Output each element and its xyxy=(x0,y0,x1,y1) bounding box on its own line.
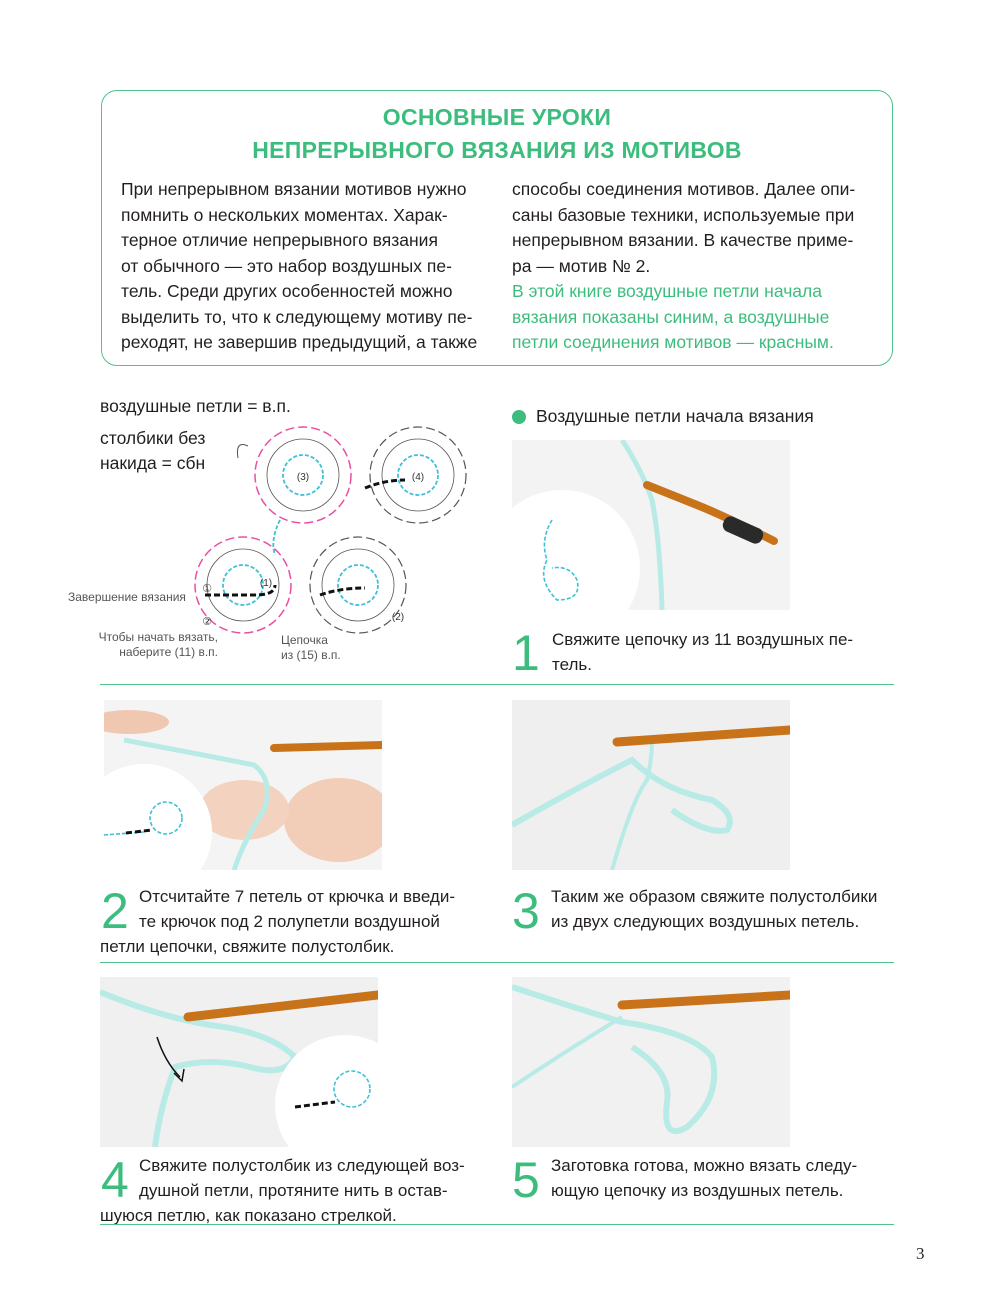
step-text-line: тель. xyxy=(552,655,592,674)
intro-note-line: В этой книге воздушные петли начала xyxy=(512,281,822,301)
finish-label: Завершение вязания xyxy=(68,590,186,604)
intro-text-line: саны базовые техники, используемые при xyxy=(512,204,855,225)
legend-pointer xyxy=(237,445,248,459)
step-2-text xyxy=(100,884,479,959)
intro-text-line: терное отличие непрерывного вязания xyxy=(121,230,438,250)
legend-sc-1: столбики без xyxy=(100,428,206,448)
chain-label-line: Цепочка xyxy=(281,633,328,647)
step-number: 3 xyxy=(512,883,540,939)
start-label-line: Чтобы начать вязать, xyxy=(98,630,218,644)
step-text-line: Заготовка готова, можно вязать следу- xyxy=(551,1156,858,1175)
green-bullet-icon xyxy=(512,410,526,424)
step-number: 1 xyxy=(512,625,540,681)
intro-text-line: помнить о нескольких моментах. Харак- xyxy=(121,204,448,225)
row-divider xyxy=(100,684,894,685)
step-2-photo xyxy=(104,700,382,870)
motif-3 xyxy=(255,427,351,523)
intro-text-line: ра — мотив № 2. xyxy=(512,255,651,276)
chain-connector-2 xyxy=(320,588,365,595)
intro-text-line: способы соединения мотивов. Далее опи- xyxy=(512,179,856,199)
intro-text-line: реходят, не завершив предыдущий, а также xyxy=(121,332,478,352)
motif-2-center xyxy=(338,565,378,605)
intro-text-line: от обычного — это набор воздушных пе- xyxy=(121,255,452,276)
intro-text-line: непрерывном вязании. В качестве приме- xyxy=(512,230,854,250)
step-5-photo xyxy=(512,977,790,1147)
page-title-line1: ОСНОВНЫЕ УРОКИ xyxy=(382,104,612,130)
motif-3-number: (3) xyxy=(296,472,310,483)
start-label xyxy=(88,630,218,660)
step-text-line: из двух следующих воздушных петель. xyxy=(551,912,860,931)
legend-chain: воздушные петли = в.п. xyxy=(100,396,291,416)
step-text-line: душной петли, протяните нить в остав- xyxy=(139,1181,448,1200)
step-number: 5 xyxy=(512,1152,540,1208)
crochet-hook-icon xyxy=(274,745,382,748)
motif-1-center xyxy=(223,565,263,605)
chain-label-line: из (15) в.п. xyxy=(281,648,341,662)
step-text-line: петли цепочки, свяжите полустолбик. xyxy=(100,937,395,956)
step-4-text xyxy=(100,1153,484,1228)
intro-left-column xyxy=(121,177,491,356)
step-text-line: ющую цепочку из воздушных петель. xyxy=(551,1181,844,1200)
round-2-marker: ② xyxy=(202,615,212,628)
chain-label xyxy=(281,633,341,663)
motif-1-number: (1) xyxy=(259,578,273,589)
step-text-line: те крючок под 2 полупетли воздушной xyxy=(139,912,440,931)
row-divider xyxy=(100,962,894,963)
intro-text-line: тель. Среди других особенностей можно xyxy=(121,281,453,301)
step-text-line: Свяжите полустолбик из следующей воз- xyxy=(139,1156,465,1175)
step-4-photo xyxy=(100,977,378,1147)
motif-4-number: (4) xyxy=(411,472,425,483)
round-1-marker: ① xyxy=(202,582,212,595)
step-number: 4 xyxy=(101,1152,129,1208)
step-1-text xyxy=(552,627,892,677)
motif-diagram xyxy=(180,420,480,660)
page-number: 3 xyxy=(916,1244,925,1263)
motif-2-ring xyxy=(322,549,394,621)
intro-text-line: выделить то, что к следующему мотиву пе- xyxy=(121,306,473,327)
step-number: 2 xyxy=(101,883,129,939)
row-divider xyxy=(100,1224,894,1225)
step-1-photo xyxy=(512,440,790,610)
step-text-line: шуюся петлю, как показано стрелкой. xyxy=(100,1206,397,1225)
step-5-text xyxy=(551,1153,896,1203)
intro-note-line: петли соединения мотивов — красным. xyxy=(512,332,834,352)
motif-2-number: (2) xyxy=(391,612,405,623)
finger xyxy=(199,780,289,840)
step-text-line: Отсчитайте 7 петель от крючка и введи- xyxy=(139,887,456,906)
step-3-photo xyxy=(512,700,790,870)
motif-1 xyxy=(195,537,291,633)
intro-note-line: вязания показаны синим, а воздушные xyxy=(512,306,830,327)
legend-sc-2: накида = сбн xyxy=(100,453,206,473)
intro-right-column xyxy=(512,177,882,356)
step-3-text xyxy=(551,884,896,934)
motif-2 xyxy=(310,537,406,633)
step-text-line: Свяжите цепочку из 11 воздушных пе- xyxy=(552,630,854,649)
intro-text-line: При непрерывном вязании мотивов нужно xyxy=(121,179,467,199)
page-title-line2: НЕПРЕРЫВНОГО ВЯЗАНИЯ ИЗ МОТИВОВ xyxy=(252,137,742,163)
section-heading: Воздушные петли начала вязания xyxy=(536,406,814,426)
step-text-line: Таким же образом свяжите полустолбики xyxy=(551,887,878,906)
motif-4 xyxy=(370,427,466,523)
start-label-line: наберите (11) в.п. xyxy=(119,645,218,659)
